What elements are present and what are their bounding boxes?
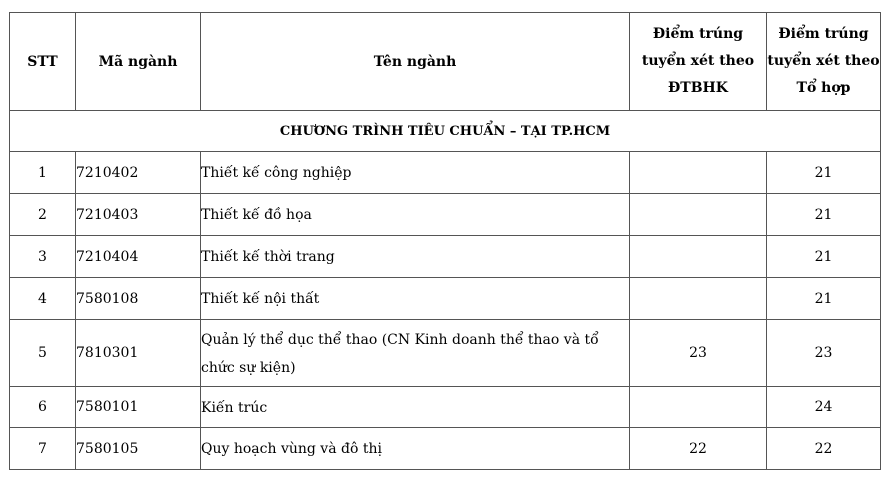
header-major-code: Mã ngành [76, 13, 201, 111]
cell-major-code: 7210404 [76, 236, 201, 278]
cell-major-name: Thiết kế thời trang [201, 236, 630, 278]
cell-major-code: 7210403 [76, 194, 201, 236]
cell-stt: 6 [10, 387, 76, 428]
cell-major-code: 7580108 [76, 278, 201, 320]
cell-score-dtbhk: 22 [630, 428, 767, 470]
cell-major-code: 7580105 [76, 428, 201, 470]
cell-major-name: Thiết kế đồ họa [201, 194, 630, 236]
cell-score-tohop: 21 [767, 236, 881, 278]
cell-stt: 3 [10, 236, 76, 278]
cell-score-tohop: 22 [767, 428, 881, 470]
cell-score-tohop: 24 [767, 387, 881, 428]
cell-stt: 1 [10, 152, 76, 194]
table-row [10, 387, 881, 428]
header-major-name: Tên ngành [201, 13, 630, 111]
cell-major-name: Quản lý thể dục thể thao (CN Kinh doanh thể thao và tổ chức sự kiện) [201, 320, 630, 387]
cell-major-code: 7810301 [76, 320, 201, 387]
cell-major-name: Quy hoạch vùng và đô thị [201, 428, 630, 470]
table-row [10, 194, 881, 236]
cell-score-dtbhk [630, 236, 767, 278]
cell-score-dtbhk [630, 387, 767, 428]
cell-score-tohop: 21 [767, 194, 881, 236]
cell-score-tohop: 21 [767, 152, 881, 194]
table-row [10, 428, 881, 470]
cell-score-dtbhk [630, 278, 767, 320]
cell-score-dtbhk: 23 [630, 320, 767, 387]
cell-stt: 4 [10, 278, 76, 320]
section-row [10, 111, 881, 152]
cell-stt: 5 [10, 320, 76, 387]
cell-score-dtbhk [630, 194, 767, 236]
table-header-row [10, 13, 881, 111]
section-title: CHƯƠNG TRÌNH TIÊU CHUẨN – TẠI TP.HCM [10, 111, 881, 152]
header-score-dtbhk: Điểm trúng tuyển xét theo ĐTBHK [630, 13, 767, 111]
cell-score-tohop: 23 [767, 320, 881, 387]
cell-major-name: Thiết kế nội thất [201, 278, 630, 320]
cell-stt: 7 [10, 428, 76, 470]
cell-stt: 2 [10, 194, 76, 236]
cell-major-code: 7210402 [76, 152, 201, 194]
cell-major-name: Thiết kế công nghiệp [201, 152, 630, 194]
cell-major-name: Kiến trúc [201, 387, 630, 428]
cell-major-code: 7580101 [76, 387, 201, 428]
admission-scores-table [9, 12, 881, 470]
table-row [10, 152, 881, 194]
cell-score-dtbhk [630, 152, 767, 194]
table-row [10, 320, 881, 387]
cell-score-tohop: 21 [767, 278, 881, 320]
header-stt: STT [10, 13, 76, 111]
header-score-tohop: Điểm trúng tuyển xét theo Tổ hợp [767, 13, 881, 111]
table-row [10, 278, 881, 320]
table-row [10, 236, 881, 278]
